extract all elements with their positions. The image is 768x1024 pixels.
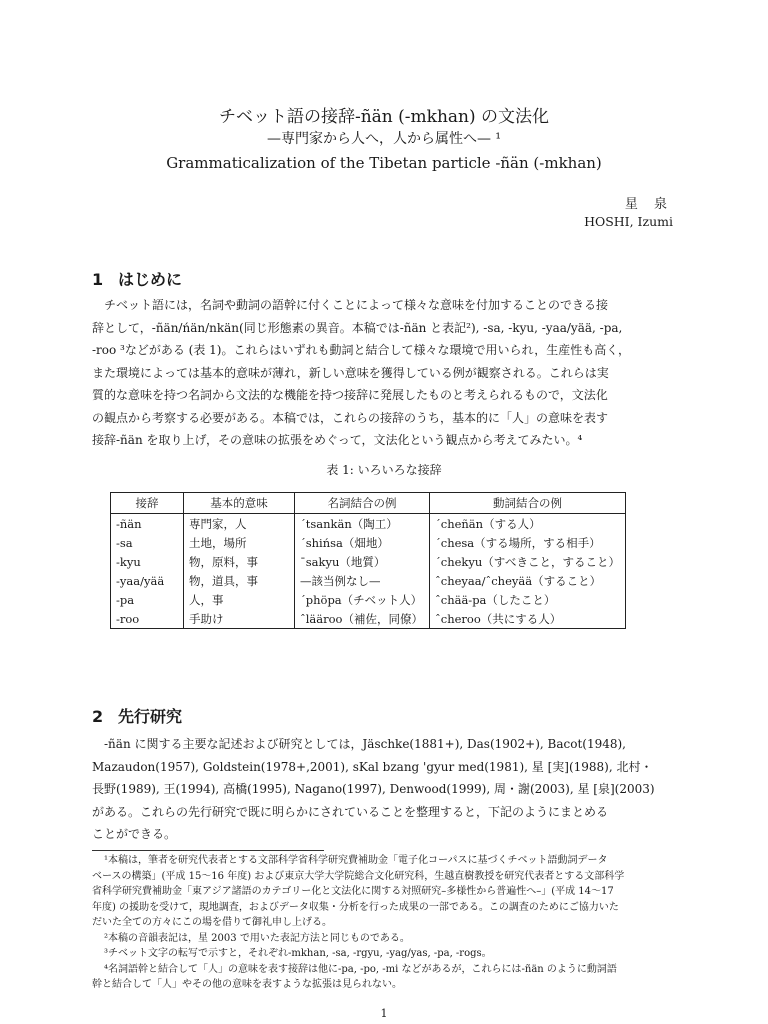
table-cell: -ñän [111,514,184,534]
footnote-line: ²本稿の音韻表記は，星 2003 で用いた表記方法と同じものである。 [104,932,410,944]
section-title: 先行研究 [118,707,183,726]
text-line: -ñän に関する主要な記述および研究としては，Jäschke(1881+), Das(1902+), Bacot(1948), [104,737,626,751]
table-cell: 土地，場所 [184,533,295,552]
text-line: 質的な意味を持つ名詞から文法的な機能を持つ接辞に発展したものと考えられるもので，文法化 [92,388,608,402]
table-cell: 物，原料，事 [184,552,295,571]
text-line: チベット語には，名詞や動詞の語幹に付くことによって様々な意味を付加することのできる接 [104,298,609,312]
table-header-row [111,493,626,514]
text-line: がある。これらの先行研究で既に明らかにされていることを整理すると，下記のようにまとめる [92,804,609,819]
column-header: 基本的意味 [184,493,295,514]
table-cell: -sa [111,533,184,552]
table-cell: —該当例なし— [295,571,430,590]
column-header: 動詞結合の例 [430,493,626,514]
table-row [111,571,626,590]
table-cell: -yaa/yää [111,571,184,590]
section-1-paragraph [92,294,676,452]
author-name-english: HOSHI, Izumi [584,214,673,229]
table-row [111,609,626,629]
page-number: 1 [380,1007,388,1020]
table-cell: ´cheñän（する人） [430,514,626,534]
table-caption: 表 1: いろいろな接辞 [326,463,442,477]
table-cell: ´tsankän（陶工） [295,514,430,534]
footnotes [92,853,676,993]
text-line: また環境によっては基本的意味が薄れ，新しい意味を獲得している例が観察される。これらは実 [92,365,609,380]
footnote-line: 省科学研究費補助金「東アジア諸語のカテゴリー化と文法化に関する対照研究–多様性から普遍性へ–」(平成 14〜17 [92,886,614,897]
table-row [111,590,626,609]
text-line: 長野(1989), 王(1994), 高橋(1995), Nagano(1997), Denwood(1999), 周・謝(2003), 星 [泉](2003) [92,782,655,796]
table-cell: 物，道具，事 [184,571,295,590]
table-cell: ´chesa（する場所，する相手） [430,533,626,552]
footnote-line: ³チベット文字の転写で示すと，それぞれ-mkhan, -sa, -rgyu, -yag/yas, -pa, -rogs。 [104,948,492,959]
column-header: 名詞結合の例 [295,493,430,514]
table-cell: ˆcheyaa/ˆcheyää（すること） [430,571,626,590]
footnote-line: だいた全ての方々にこの場を借りて御礼申し上げる。 [92,917,332,928]
table-row [111,533,626,552]
table-cell: ˆcheroo（共にする人） [430,609,626,629]
text-line: ことができる。 [92,827,177,841]
section-2-paragraph [92,733,676,846]
affix-table [110,492,626,629]
section-title: はじめに [118,270,183,289]
table-cell: 専門家，人 [184,514,295,534]
text-line: -roo ³などがある (表 1)。これらはいずれも動詞と結合して様々な環境で用いられ，生産性も高く， [92,343,630,357]
table-cell: -roo [111,609,184,629]
table-row [111,514,626,534]
table-cell: -kyu [111,552,184,571]
paper-title: チベット語の接辞-ñän (-mkhan) の文法化 [218,107,550,127]
column-header: 接辞 [111,493,184,514]
section-number: 1 [92,270,104,289]
table-cell: 人，事 [184,590,295,609]
table-cell: -pa [111,590,184,609]
table-row [111,552,626,571]
table-cell: ´chekyu（すべきこと，すること） [430,552,626,571]
paper-title-english: Grammaticalization of the Tibetan particle -ñän (-mkhan) [166,154,602,172]
text-line: の観点から考察する必要がある。本稿では，これらの接辞のうち，基本的に「人」の意味を表す [92,410,609,425]
table-cell: ˆlääroo（補佐，同僚） [295,609,430,629]
footnote-line: 幹と結合して「人」やその他の意味を表すような拡張は見られない。 [92,979,402,990]
footnote-line: 年度) の援助を受けて，現地調査，およびデータ収集・分析を行った成果の一部である。この調査のためにご協力いた [92,901,619,913]
table-cell: ¯sakyu（地質） [295,552,430,571]
footnote-line: ¹本稿は，筆者を研究代表者とする文部科学省科学研究費補助金「電子化コーパスに基づくチベット語動詞データ [104,855,608,866]
section-number: 2 [92,707,104,726]
section-2-heading [92,704,182,727]
author-name-japanese: 星 泉 [624,197,673,212]
table-cell: ˆchää-pa（したこと） [430,590,626,609]
text-line: 辞として，-ñän/ńän/nkän(同じ形態素の異音。本稿では-ñän と表記²), -sa, -kyu, -yaa/yää, -pa, [92,320,623,335]
footnote-divider [92,850,324,851]
table-cell: ´shińsa（畑地） [295,533,430,552]
footnote-line: ⁴名詞語幹と結合して「人」の意味を表す接辞は他に-pa, -po, -mi などがあるが，これらには-ñän のように動詞語 [104,963,617,975]
table-cell: ´phöpa（チベット人） [295,590,430,609]
footnote-line: ベースの構築」(平成 15〜16 年度) および東京大学大学院総合文化研究科，生越直樹教授を研究代表者とする文部科学 [92,870,625,882]
section-1-heading [92,267,182,290]
paper-subtitle: —専門家から人へ，人から属性へ— ¹ [266,131,502,147]
table-cell: 手助け [184,609,295,629]
text-line: 接辞-ñän を取り上げ，その意味の拡張をめぐって，文法化という観点から考えてみたい。⁴ [92,433,583,447]
text-line: Mazaudon(1957), Goldstein(1978+,2001), sKal bzang 'gyur med(1981), 星 [実](1988), 北村・ [92,759,653,774]
